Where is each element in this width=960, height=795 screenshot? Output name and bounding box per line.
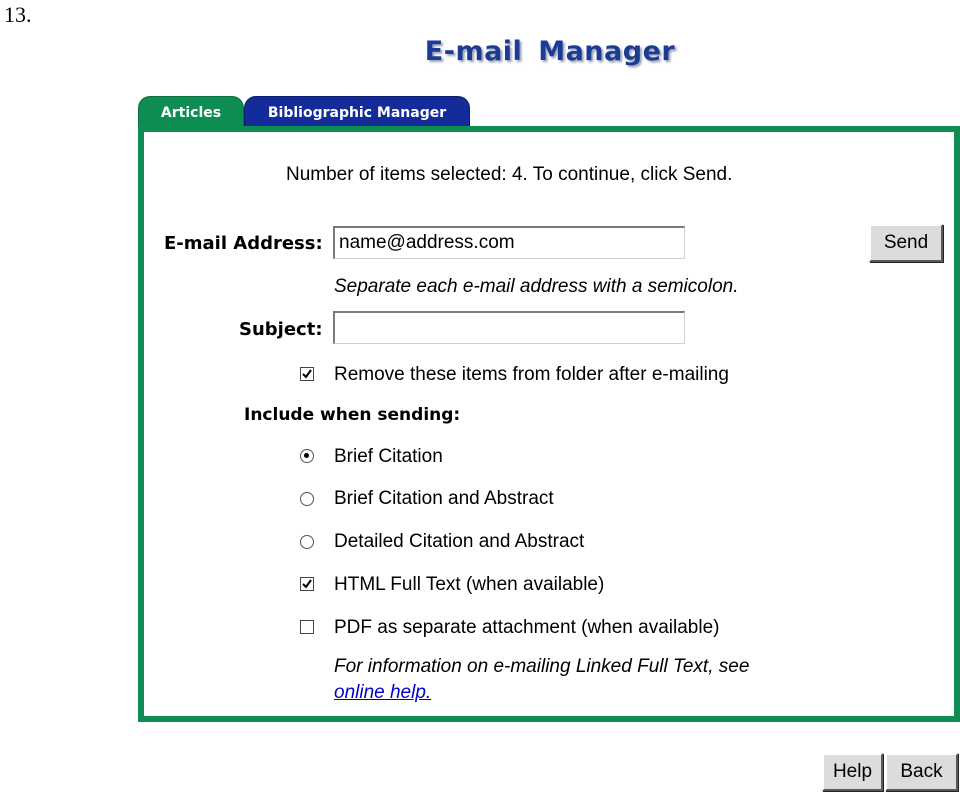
page-number: 13. xyxy=(4,2,32,27)
email-address-label: E-mail Address: xyxy=(164,233,323,254)
email-hint: Separate each e-mail address with a semicolon. xyxy=(334,276,739,297)
checkmark-icon xyxy=(300,577,314,591)
page-title: E-mail Manager xyxy=(424,36,676,67)
brief-citation-radio[interactable] xyxy=(300,449,314,463)
brief-citation-label: Brief Citation xyxy=(334,446,443,467)
back-button[interactable]: Back xyxy=(885,753,958,791)
online-help-link[interactable]: online help. xyxy=(334,682,432,703)
pdf-attachment-checkbox[interactable] xyxy=(300,620,314,634)
brief-citation-abstract-label: Brief Citation and Abstract xyxy=(334,488,554,509)
include-heading: Include when sending: xyxy=(244,405,461,425)
detailed-citation-abstract-label: Detailed Citation and Abstract xyxy=(334,531,585,552)
html-full-text-label: HTML Full Text (when available) xyxy=(334,574,605,595)
email-address-input[interactable] xyxy=(333,226,685,259)
tab-bibliographic-manager[interactable]: Bibliographic Manager xyxy=(244,96,470,126)
linked-full-text-info: For information on e-mailing Linked Full Text, see xyxy=(334,656,750,677)
subject-label: Subject: xyxy=(239,319,323,340)
send-button[interactable]: Send xyxy=(869,224,943,262)
checkmark-icon xyxy=(300,367,314,381)
remove-items-checkbox[interactable] xyxy=(300,367,314,381)
subject-input[interactable] xyxy=(333,311,685,344)
brief-citation-abstract-radio[interactable] xyxy=(300,492,314,506)
remove-items-label: Remove these items from folder after e-mailing xyxy=(334,364,729,385)
radio-selected-dot xyxy=(304,453,309,458)
pdf-attachment-label: PDF as separate attachment (when available) xyxy=(334,617,720,638)
detailed-citation-abstract-radio[interactable] xyxy=(300,535,314,549)
html-full-text-checkbox[interactable] xyxy=(300,577,314,591)
tab-articles[interactable]: Articles xyxy=(138,96,244,126)
help-button[interactable]: Help xyxy=(822,753,883,791)
selection-status: Number of items selected: 4. To continue, click Send. xyxy=(286,164,733,185)
